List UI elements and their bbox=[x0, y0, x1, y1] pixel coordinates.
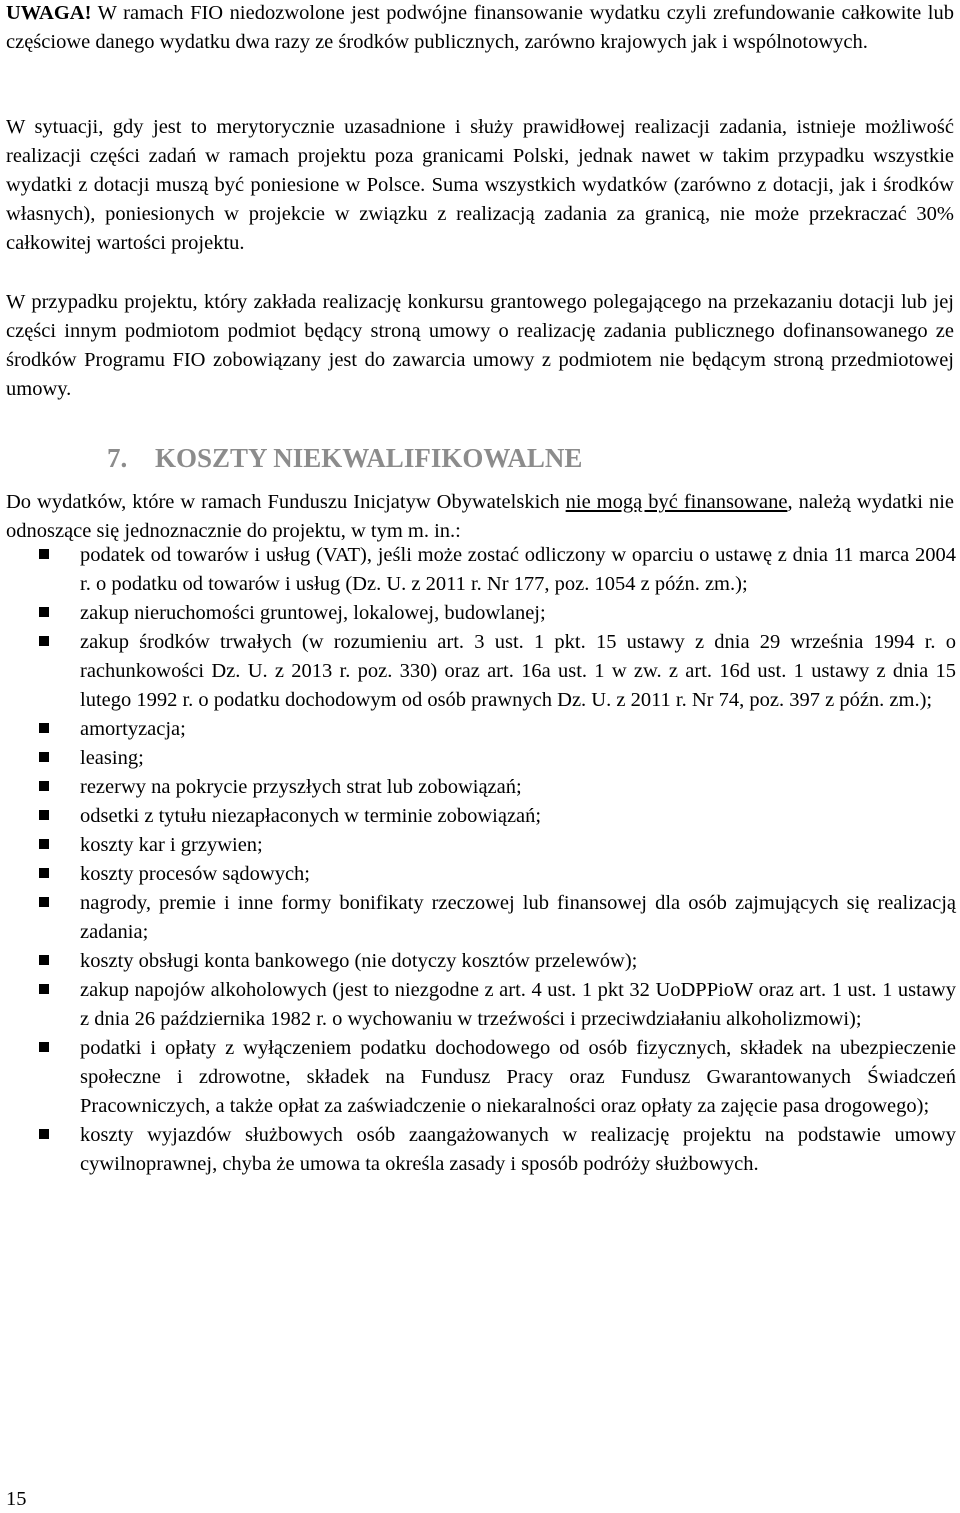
list-item bbox=[0, 976, 956, 1034]
square-bullet-icon bbox=[39, 984, 49, 994]
square-bullet-icon bbox=[39, 839, 49, 849]
list-item bbox=[0, 773, 956, 802]
list-item bbox=[0, 628, 956, 715]
warning-text: W ramach FIO niedozwolone jest podwójne finansowanie wydatku czyli zrefundowanie całkowite lub częściowe danego wydatku dwa razy ze środków publicznych, zarówno krajowych jak i wspólnotowych. bbox=[6, 2, 954, 53]
list-item bbox=[0, 802, 956, 831]
list-item-text: koszty wyjazdów służbowych osób zaangażowanych w realizację projektu na podstawie umowy cywilnoprawnej, chyba że umowa ta określa zasady i sposób podróży służbowych. bbox=[80, 1124, 956, 1175]
section-heading bbox=[107, 441, 582, 475]
list-item-text: podatek od towarów i usług (VAT), jeśli może zostać odliczony w oparciu o ustawę z dnia 11 marca 2004 r. o podatku od towarów i usług (Dz. U. z 2011 r. Nr 177, poz. 1054 z późn. zm.); bbox=[80, 544, 956, 595]
square-bullet-icon bbox=[39, 1042, 49, 1052]
square-bullet-icon bbox=[39, 549, 49, 559]
warning-label: UWAGA! bbox=[6, 2, 92, 24]
intro-paragraph bbox=[6, 488, 954, 546]
list-item bbox=[0, 860, 956, 889]
list-item bbox=[0, 1034, 956, 1121]
square-bullet-icon bbox=[39, 868, 49, 878]
grant-paragraph: W przypadku projektu, który zakłada realizację konkursu grantowego polegającego na przekazaniu dotacji lub jej części innym podmiotom podmiot będący stroną umowy o realizację zadania publicznego dofinansowanego ze środków Programu FIO zobowiązany jest do zawarcia umowy z podmiotem nie będącym stroną przedmiotowej umowy. bbox=[6, 291, 954, 400]
list-item bbox=[0, 1121, 956, 1179]
list-item bbox=[0, 889, 956, 947]
list-item bbox=[0, 715, 956, 744]
intro-underlined: nie mogą być finansowane bbox=[565, 491, 788, 513]
list-item-text: rezerwy na pokrycie przyszłych strat lub zobowiązań; bbox=[80, 776, 522, 798]
intro-text-after: , należą wydatki nie odnoszące się jednoznacznie do projektu, w tym m. in.: bbox=[6, 491, 954, 542]
square-bullet-icon bbox=[39, 1129, 49, 1139]
intro-text-before: Do wydatków, które w ramach Funduszu Inicjatyw Obywatelskich bbox=[6, 491, 566, 513]
list-item-text: koszty procesów sądowych; bbox=[80, 863, 311, 885]
list-item-text: zakup napojów alkoholowych (jest to niezgodne z art. 4 ust. 1 pkt 32 UoDPPioW oraz art. 1 ust. 1 ustawy z dnia 26 października 1982 r. o wychowaniu w trzeźwości i przeciwdziałaniu alkoholizmowi); bbox=[80, 979, 956, 1030]
list-item-text: zakup środków trwałych (w rozumieniu art. 3 ust. 1 pkt. 15 ustawy z dnia 29 września 1994 r. o rachunkowości Dz. U. z 2013 r. poz. 330) oraz art. 16a ust. 1 w zw. z art. 16d ust. 1 ustawy z dnia 15 lutego 1992 r. o podatku dochodowym od osób prawnych Dz. U. z 2011 r. Nr 74, poz. 397 z późn. zm.); bbox=[80, 631, 956, 711]
section-title: KOSZTY NIEKWALIFIKOWALNE bbox=[155, 443, 583, 473]
list-item-text: podatki i opłaty z wyłączeniem podatku dochodowego od osób fizycznych, składek na ubezpieczenie społeczne i zdrowotne, składek na Fundusz Pracy oraz Fundusz Gwarantowanych Świadczeń Pracowniczych, a także opłat za zaświadczenie o niekaralności oraz opłaty za zajęcie pasa drogowego); bbox=[80, 1037, 956, 1117]
square-bullet-icon bbox=[39, 636, 49, 646]
list-item-text: koszty kar i grzywien; bbox=[80, 834, 263, 856]
list-item bbox=[0, 599, 956, 628]
warning-paragraph bbox=[6, 0, 954, 57]
abroad-paragraph: W sytuacji, gdy jest to merytorycznie uzasadnione i służy prawidłowej realizacji zadania, istnieje możliwość realizacji części zadań w ramach projektu poza granicami Polski, jednak nawet w takim przypadku wszystkie wydatki z dotacji muszą być poniesione w Polsce. Suma wszystkich wydatków (zarówno z dotacji, jak i środków własnych), poniesionych w projekcie w związku z realizacją zadania za granicą, nie może przekraczać 30% całkowitej wartości projektu. bbox=[6, 116, 954, 254]
list-item-text: leasing; bbox=[80, 747, 144, 769]
square-bullet-icon bbox=[39, 897, 49, 907]
square-bullet-icon bbox=[39, 723, 49, 733]
non-eligible-costs-list bbox=[0, 541, 960, 1179]
list-item-text: zakup nieruchomości gruntowej, lokalowej, budowlanej; bbox=[80, 602, 546, 624]
square-bullet-icon bbox=[39, 955, 49, 965]
list-item bbox=[0, 744, 956, 773]
list-item-text: nagrody, premie i inne formy bonifikaty rzeczowej lub finansowej dla osób zajmujących się realizacją zadania; bbox=[80, 892, 956, 943]
section-number: 7. bbox=[107, 443, 128, 473]
square-bullet-icon bbox=[39, 810, 49, 820]
square-bullet-icon bbox=[39, 781, 49, 791]
square-bullet-icon bbox=[39, 607, 49, 617]
list-item bbox=[0, 541, 956, 599]
list-item bbox=[0, 831, 956, 860]
list-item-text: koszty obsługi konta bankowego (nie dotyczy kosztów przelewów); bbox=[80, 950, 638, 972]
list-item-text: amortyzacja; bbox=[80, 718, 186, 740]
page-number: 15 bbox=[6, 1488, 27, 1510]
square-bullet-icon bbox=[39, 752, 49, 762]
list-item bbox=[0, 947, 956, 976]
list-item-text: odsetki z tytułu niezapłaconych w terminie zobowiązań; bbox=[80, 805, 542, 827]
